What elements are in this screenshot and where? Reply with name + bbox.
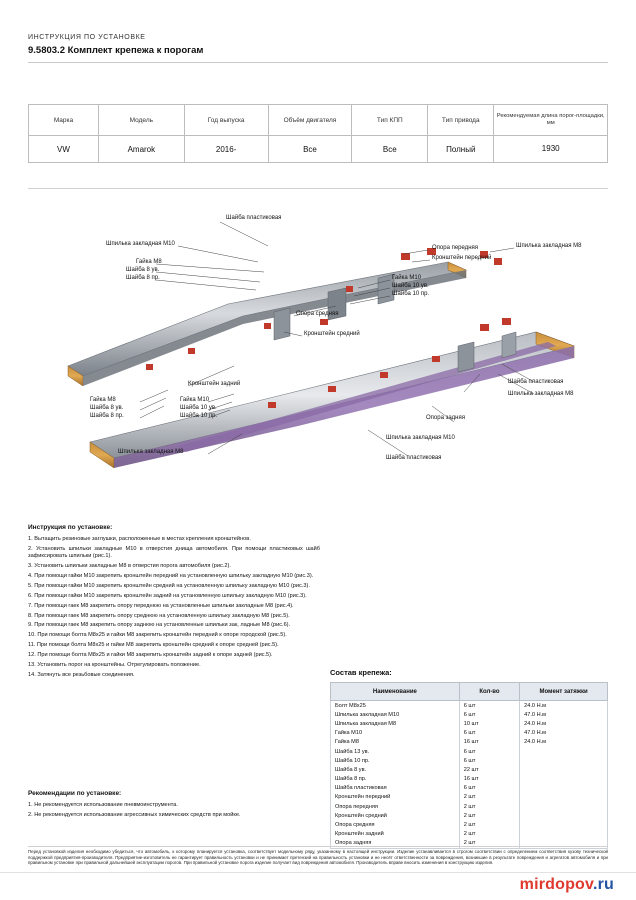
hw-name: Шайба 13 ув.	[331, 747, 460, 756]
spec-value-model: Amarok	[98, 136, 184, 163]
hw-qty: 2 шт	[459, 811, 519, 820]
hw-torque: 47.0 Н.м	[520, 729, 608, 738]
footer-divider	[28, 846, 608, 847]
instruction-step: 12. При помощи болта М8х25 и гайки М8 закрепить кронштейн задний к опоре задней (рис.5).	[28, 652, 273, 658]
hw-torque: 24.0 Н.м	[520, 701, 608, 711]
vehicle-spec-table	[28, 104, 608, 163]
hw-name: Шпилька закладная М10	[331, 710, 460, 719]
hw-torque	[520, 820, 608, 829]
assembly-diagram	[28, 196, 608, 496]
label-front-support: Опора передняя	[432, 245, 479, 251]
recommendations-title: Рекомендации по установке:	[28, 790, 122, 797]
spec-header-year: Год выпуска	[184, 105, 268, 136]
hw-torque	[520, 811, 608, 820]
table-row	[331, 701, 608, 711]
hw-name: Шайба 8 пр.	[331, 775, 460, 784]
recommendation-item: 1. Не рекомендуется использование пневмоинструмента.	[28, 802, 178, 808]
instruction-step: 1. Вытащить резиновые заглушки, расположенные в местах крепления кронштейнов.	[28, 536, 251, 542]
hw-header-torque: Момент затяжки	[520, 683, 608, 701]
instruction-step: 7. При помощи гаек М8 закрепить опору переднюю на установленные шпильки закладные М8 (рис.4).	[28, 602, 294, 609]
spec-header-engine: Объём двигателя	[268, 105, 352, 136]
label-washer-10-spring-mid: Шайба 10 пр.	[392, 291, 430, 297]
hw-qty: 6 шт	[459, 756, 519, 765]
table-row	[331, 719, 608, 728]
label-stud-m8-rear: Шпилька закладная М8	[118, 449, 184, 455]
spec-header-transmission: Тип КПП	[352, 105, 428, 136]
table-header-row	[331, 683, 608, 701]
hw-header-name: Наименование	[331, 683, 460, 701]
hw-name: Кронштейн средний	[331, 811, 460, 820]
instruction-step: 14. Затянуть все резьбовые соединения.	[28, 671, 135, 678]
instruction-step: 4. При помощи гайки М10 закрепить кронштейн передний на установленную шпильку закладную М10 (рис.3).	[28, 573, 314, 579]
hw-name: Кронштейн передний	[331, 793, 460, 802]
hw-torque: 47.0 Н.м	[520, 710, 608, 719]
hw-torque	[520, 775, 608, 784]
spec-header-brand: Марка	[29, 105, 99, 136]
installation-instructions	[28, 524, 320, 682]
hw-qty: 2 шт	[459, 839, 519, 849]
label-stud-m8-right: Шпилька закладная М8	[508, 391, 574, 397]
label-middle-support: Опора средняя	[296, 311, 339, 317]
spec-value-year: 2016-	[184, 136, 268, 163]
hw-name: Болт М8х25	[331, 701, 460, 711]
table-row	[331, 839, 608, 849]
instruction-step: 13. Установить порог на кронштейны. Отрегулировать положение.	[28, 661, 201, 668]
hw-name: Кронштейн задний	[331, 830, 460, 839]
instruction-step: 6. При помощи гайки М10 закрепить кронштейн задний на установленную шпильку закладную М10 (рис.3).	[28, 592, 307, 599]
instruction-step: 10. При помощи болта М8х25 и гайки М8 закрепить кронштейн передний к опоре городской (рис.5).	[28, 632, 287, 639]
table-row	[331, 729, 608, 738]
instruction-step: 8. При помощи гаек М8 закрепить опору среднюю на установленную шпильку закладную М8 (рис.5).	[28, 612, 290, 619]
hw-name: Опора средняя	[331, 820, 460, 829]
hw-torque	[520, 802, 608, 811]
label-washer-10-spring-rear: Шайба 10 пр.	[180, 413, 218, 419]
hw-qty: 10 шт	[459, 719, 519, 728]
table-row	[331, 747, 608, 756]
hw-qty: 16 шт	[459, 738, 519, 747]
label-washer-8-spring-top: Шайба 8 пр.	[126, 275, 160, 281]
spec-value-drive: Полный	[428, 136, 494, 163]
label-stud-m8-front: Шпилька закладная М8	[516, 243, 582, 249]
hw-name: Гайка М10	[331, 729, 460, 738]
spec-header-model: Модель	[98, 105, 184, 136]
label-middle-bracket: Кронштейн средний	[304, 331, 360, 337]
instruction-step: 9. При помощи гаек М8 закрепить опору заднюю на установленные шпильки зак, ладные М8 (рис.6).	[28, 622, 291, 629]
hw-header-qty: Кол-во	[459, 683, 519, 701]
spec-header-drive: Тип привода	[428, 105, 494, 136]
label-washer-8-enlarged-rear: Шайба 8 ув.	[90, 405, 124, 411]
spec-value-length: 1930	[494, 136, 608, 163]
footer-disclaimer: Перед установкой изделия необходимо убедиться, что автомобиль, к которому планируется установка, соответствует модельному ряду, указанному в настоящей инструкции. Изделие устанавливается в строгом соответствии с определением соответствия кузову технической поддержкой предприятия-производителя. Предприятие-изготовитель не гарантирует правильность установки и не принимает претензий на правильность установки и не несёт ответственности за повреждения, возникшие в результате повреждения и агрегатов автомобиля и при правильном установке при правильной дальнейшей эксплуатации порогов. При правильной установке порога изделие получает вид повреждения автомобиля. Производитель вправе вносить изменения в конструкцию изделия.	[28, 849, 608, 866]
hw-torque	[520, 793, 608, 802]
hardware-table	[330, 682, 608, 849]
hw-torque	[520, 839, 608, 849]
label-rear-bracket: Кронштейн задний	[188, 381, 241, 387]
hw-qty: 6 шт	[459, 729, 519, 738]
hw-qty: 16 шт	[459, 775, 519, 784]
hw-name: Опора передняя	[331, 802, 460, 811]
spec-value-transmission: Все	[352, 136, 428, 163]
instruction-step: 11. При помощи болта М8х25 и гайки М8 закрепить кронштейн средний к опоре средней (рис.5).	[28, 642, 279, 649]
hw-torque	[520, 765, 608, 774]
label-nut-m10-mid: Гайка М10	[392, 275, 422, 281]
hw-name: Шайба 10 пр.	[331, 756, 460, 765]
hw-qty: 6 шт	[459, 747, 519, 756]
spec-header-length: Рекомендуемая длина порог-площадки, мм	[494, 105, 608, 136]
hw-torque: 24.0 Н.м	[520, 719, 608, 728]
hw-name: Шпилька закладная М8	[331, 719, 460, 728]
hw-torque	[520, 756, 608, 765]
table-row	[331, 811, 608, 820]
label-stud-m10-bottom: Шпилька закладная М10	[386, 435, 455, 441]
hw-torque	[520, 747, 608, 756]
hw-qty: 2 шт	[459, 830, 519, 839]
document-subtitle: ИНСТРУКЦИЯ ПО УСТАНОВКЕ	[28, 34, 146, 41]
label-washer-10-enlarged-rear: Шайба 10 ув.	[180, 405, 217, 411]
hw-qty: 22 шт	[459, 765, 519, 774]
spec-value-engine: Все	[268, 136, 352, 163]
watermark-name: mirdopov	[519, 876, 593, 893]
instructions-title: Инструкция по установке:	[28, 524, 113, 531]
label-plastic-washer-top: Шайба пластиковая	[226, 215, 282, 221]
recommendations-section	[28, 790, 320, 822]
hardware-title: Состав крепежа:	[330, 668, 392, 677]
spec-value-brand: VW	[29, 136, 99, 163]
table-row	[29, 136, 608, 163]
label-stud-m10-top: Шпилька закладная М10	[106, 241, 175, 247]
label-plastic-washer-bottom: Шайба пластиковая	[386, 455, 442, 461]
hw-torque	[520, 784, 608, 793]
document-header	[28, 34, 608, 56]
table-row	[331, 738, 608, 747]
label-washer-8-enlarged-top: Шайба 8 ув.	[126, 267, 160, 273]
label-washer-10-enlarged-mid: Шайба 10 ув.	[392, 283, 429, 289]
hw-name: Гайка М8	[331, 738, 460, 747]
hw-qty: 6 шт	[459, 710, 519, 719]
spec-divider	[28, 188, 608, 189]
table-row	[331, 775, 608, 784]
watermark	[520, 876, 614, 894]
table-row	[331, 784, 608, 793]
table-row	[331, 765, 608, 774]
hw-name: Шайба 8 ув.	[331, 765, 460, 774]
instruction-step: 3. Установить шпильки закладные М8 в отверстия порога автомобиля (рис.2).	[28, 563, 231, 570]
hw-qty: 2 шт	[459, 802, 519, 811]
recommendation-item: 2. Не рекомендуется использование агрессивных химических средств при мойке.	[28, 811, 241, 818]
hw-torque	[520, 830, 608, 839]
hw-qty: 6 шт	[459, 701, 519, 711]
hw-torque: 24.0 Н.м	[520, 738, 608, 747]
watermark-tld: .ru	[592, 876, 614, 893]
label-nut-m8-top: Гайка М8	[136, 259, 162, 265]
label-front-bracket: Кронштейн передний	[432, 255, 492, 261]
table-row	[331, 830, 608, 839]
hw-qty: 6 шт	[459, 784, 519, 793]
table-row	[331, 820, 608, 829]
hw-qty: 2 шт	[459, 820, 519, 829]
hw-name: Шайба пластиковая	[331, 784, 460, 793]
table-row	[331, 802, 608, 811]
table-row	[331, 793, 608, 802]
label-nut-m8-rear: Гайка М8	[90, 397, 116, 403]
label-washer-8-spring-rear: Шайба 8 пр.	[90, 413, 124, 419]
header-divider	[28, 62, 608, 63]
table-row	[331, 710, 608, 719]
hw-qty: 2 шт	[459, 793, 519, 802]
instruction-step: 5. При помощи гайки М10 закрепить кронштейн средний на установленную шпильку закладную М10 (рис.3).	[28, 582, 310, 589]
label-nut-m10-rear: Гайка М10	[180, 397, 210, 403]
table-row	[29, 105, 608, 136]
instruction-step: 2. Установить шпильки закладные М10 в отверстия днища автомобиля. При помощи пластиковых шайб зафиксировать шпильки (рис.1).	[28, 545, 320, 560]
label-plastic-washer-right: Шайба пластиковая	[508, 379, 564, 385]
hw-name: Опора задняя	[331, 839, 460, 849]
label-rear-support: Опора задняя	[426, 415, 465, 421]
document-title: 9.5803.2 Комплект крепежа к порогам	[28, 45, 204, 56]
table-row	[331, 756, 608, 765]
